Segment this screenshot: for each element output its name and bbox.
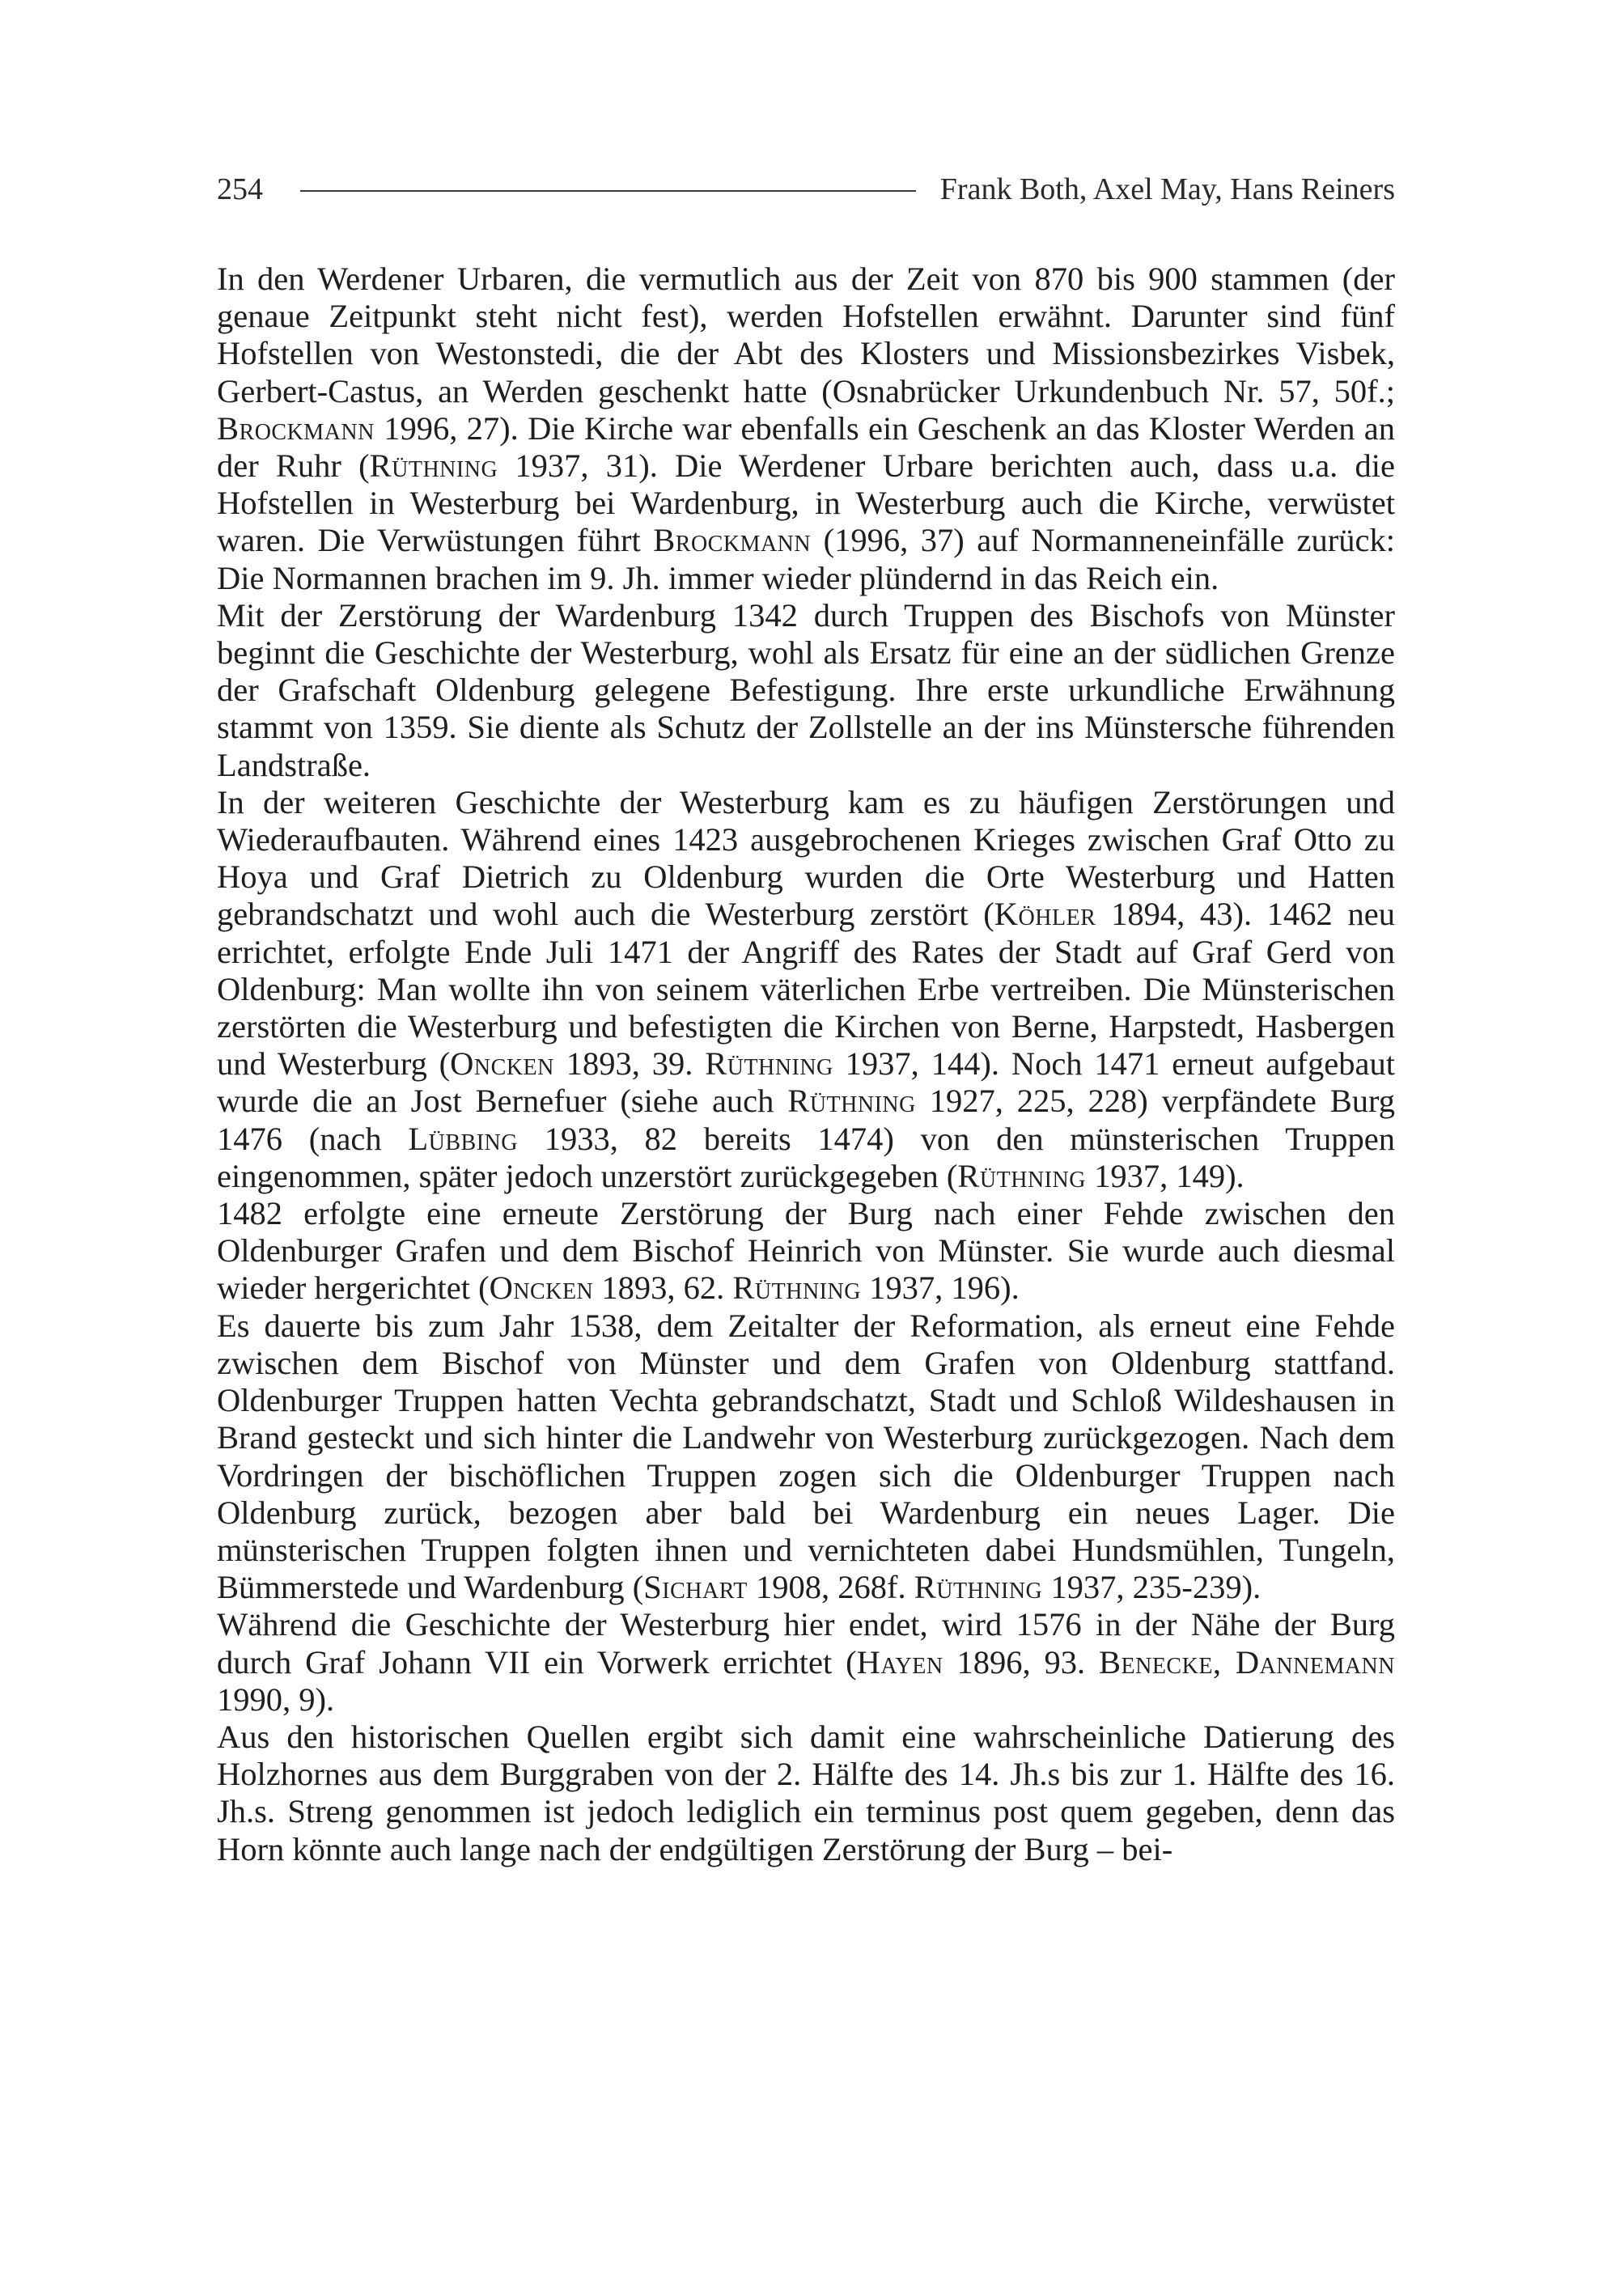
paragraph: [217, 1719, 1395, 1868]
citation-author: Sichart: [643, 1569, 748, 1606]
paragraph: [217, 597, 1395, 784]
citation-author: Rüthning: [787, 1083, 916, 1120]
citation-author: Brockmann: [653, 522, 812, 559]
text-run: 1927, 225, 228) verpfändete Burg 1476 (nach: [217, 1083, 1395, 1157]
text-run: In der weiteren Geschichte der Westerburg kam es zu häufigen Zerstörungen und Wiederaufbauten. Während eines 1423 ausgebrochenen Krieges zwischen Graf Otto zu Hoya und Graf Dietrich zu Oldenburg wurden die Orte Westerburg und Hatten gebrandschatzt und wohl auch die Westerburg zerstört (: [217, 783, 1395, 933]
text-run: Aus den historischen Quellen ergibt sich damit eine wahrscheinliche Datierung des Holzhornes aus dem Burggraben von der 2. Hälfte des 14. Jh.s bis zur 1. Hälfte des 16. Jh.s. Streng genommen ist jedoch lediglich ein terminus post quem gegeben, denn das Horn könnte auch lange nach der endgültigen Zerstörung der Burg – bei-: [217, 1718, 1395, 1867]
text-run: (1996, 37) auf Normanneneinfälle zurück: Die Normannen brachen im 9. Jh. immer wieder plündernd in das Reich ein.: [217, 522, 1395, 596]
text-run: 1937, 235-239).: [1042, 1569, 1261, 1606]
text-run: 1933, 82 bereits 1474) von den münsterischen Truppen eingenommen, später jedoch unzerstört zurückgegeben (: [217, 1120, 1395, 1194]
text-run: 1893, 39.: [553, 1045, 706, 1083]
text-run: Mit der Zerstörung der Wardenburg 1342 durch Truppen des Bischofs von Münster beginnt die Geschichte der Westerburg, wohl als Ersatz für eine an der südlichen Grenze der Grafschaft Oldenburg gelegene Befestigung. Ihre erste urkundliche Erwähnung stammt von 1359. Sie diente als Schutz der Zollstelle an der ins Münstersche führenden Landstraße.: [217, 596, 1395, 783]
body-text: [217, 261, 1395, 1868]
citation-author: Rüthning: [705, 1045, 833, 1083]
text-run: 1894, 43). 1462 neu errichtet, erfolgte Ende Juli 1471 der Angriff des Rates der Stadt auf Graf Gerd von Oldenburg: Man wollte ihn von seinem väterlichen Erbe vertreiben. Die Münsterischen zerstörten die Westerburg und befestigten die Kirchen von Berne, Harpstedt, Hasbergen und Westerburg (: [217, 896, 1395, 1083]
citation-author: Rüthning: [732, 1269, 861, 1307]
running-head-authors: Frank Both, Axel May, Hans Reiners: [939, 172, 1395, 206]
paragraph: [217, 784, 1395, 1195]
text-run: 1482 erfolgte eine erneute Zerstörung der Burg nach einer Fehde zwischen den Oldenburger Grafen und dem Bischof Heinrich von Münster. Sie wurde auch diesmal wieder hergerichtet (: [217, 1195, 1395, 1307]
citation-author: Oncken: [450, 1045, 554, 1083]
text-run: 1937, 31). Die Werdener Urbare berichten auch, dass u.a. die Hofstellen in Westerburg bei Wardenburg, in Westerburg auch die Kirche, verwüstet waren. Die Verwüstungen führt: [217, 447, 1395, 559]
text-run: 1908, 268f.: [747, 1569, 914, 1606]
text-run: In den Werdener Urbaren, die vermutlich aus der Zeit von 870 bis 900 stammen (der genaue Zeitpunkt steht nicht fest), werden Hofstellen erwähnt. Darunter sind fünf Hofstellen von Westonstedi, die der Abt des Klosters und Missionsbezirkes Visbek, Gerbert-Castus, an Werden geschenkt hatte (Osnabrücker Urkundenbuch Nr. 57, 50f.;: [217, 261, 1395, 409]
citation-author: Rüthning: [914, 1569, 1043, 1606]
citation-author: Lübbing: [408, 1120, 518, 1157]
citation-author: Rüthning: [957, 1157, 1086, 1194]
text-run: 1896, 93.: [943, 1643, 1099, 1681]
page-number: 254: [217, 172, 263, 206]
citation-author: Köhler: [994, 896, 1096, 933]
paragraph: [217, 261, 1395, 597]
paragraph: [217, 1308, 1395, 1607]
text-run: Es dauerte bis zum Jahr 1538, dem Zeitalter der Reformation, als erneut eine Fehde zwischen dem Bischof von Münster und dem Grafen von Oldenburg stattfand. Oldenburger Truppen hatten Vechta gebrandschatzt, Stadt und Schloß Wildeshausen in Brand gesteckt und sich hinter die Landwehr von Westerburg zurückgezogen. Nach dem Vordringen der bischöflichen Truppen zogen sich die Oldenburger Truppen nach Oldenburg zurück, bezogen aber bald bei Wardenburg ein neues Lager. Die münsterischen Truppen folgten ihnen und vernichteten dabei Hundsmühlen, Tungeln, Bümmerstede und Wardenburg (: [217, 1307, 1395, 1606]
text-run: 1937, 149).: [1085, 1157, 1245, 1194]
text-run: 1937, 196).: [860, 1269, 1020, 1307]
text-run: 1893, 62.: [593, 1269, 733, 1307]
text-run: Während die Geschichte der Westerburg hier endet, wird 1576 in der Nähe der Burg durch Graf Johann VII ein Vorwerk errichtet (: [217, 1606, 1395, 1681]
text-run: 1990, 9).: [217, 1681, 335, 1718]
text-run: 1937, 144). Noch 1471 erneut aufgebaut wurde die an Jost Bernefuer (siehe auch: [217, 1045, 1395, 1120]
citation-author: Brockmann: [217, 409, 375, 447]
header-rule: [300, 190, 916, 192]
running-head: [217, 165, 1395, 214]
text-run: 1996, 27). Die Kirche war ebenfalls ein Geschenk an das Kloster Werden an der Ruhr (: [217, 409, 1395, 485]
paragraph: [217, 1606, 1395, 1719]
citation-author: Oncken: [489, 1269, 594, 1307]
citation-author: Benecke, Dannemann: [1098, 1643, 1395, 1681]
citation-author: Rüthning: [369, 447, 498, 485]
paragraph: [217, 1195, 1395, 1308]
citation-author: Hayen: [856, 1643, 943, 1681]
